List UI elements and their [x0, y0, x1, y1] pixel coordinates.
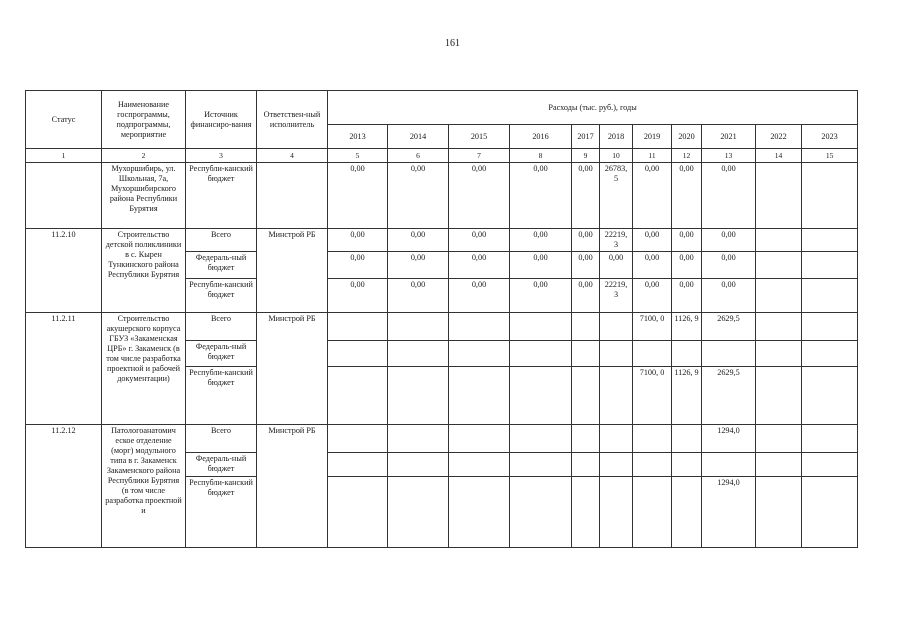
executor-cell: Минстрой РБ	[257, 425, 328, 548]
value-cell	[388, 425, 449, 453]
page-number: 161	[445, 38, 460, 49]
value-cell	[572, 477, 600, 548]
value-cell	[388, 313, 449, 341]
header-year: 2021	[702, 125, 756, 149]
value-cell	[328, 313, 388, 341]
column-number: 10	[600, 149, 633, 163]
value-cell	[756, 252, 802, 279]
header-year: 2023	[802, 125, 858, 149]
value-cell: 0,00	[672, 279, 702, 313]
value-cell: 1294,0	[702, 477, 756, 548]
value-cell	[510, 477, 572, 548]
value-cell: 7100, 0	[633, 313, 672, 341]
column-number: 2	[102, 149, 186, 163]
value-cell: 0,00	[510, 163, 572, 229]
value-cell: 0,00	[633, 252, 672, 279]
value-cell: 1294,0	[702, 425, 756, 453]
value-cell	[802, 229, 858, 252]
value-cell: 0,00	[572, 279, 600, 313]
value-cell	[756, 163, 802, 229]
column-number: 11	[633, 149, 672, 163]
value-cell: 0,00	[633, 163, 672, 229]
header-year: 2014	[388, 125, 449, 149]
value-cell	[633, 425, 672, 453]
value-cell	[449, 425, 510, 453]
value-cell: 0,00	[672, 252, 702, 279]
value-cell: 7100, 0	[633, 367, 672, 425]
header-source: Источник финансиро-вания	[186, 91, 257, 149]
value-cell	[600, 477, 633, 548]
value-cell	[510, 367, 572, 425]
value-cell	[702, 341, 756, 367]
value-cell: 0,00	[449, 229, 510, 252]
value-cell: 0,00	[702, 163, 756, 229]
value-cell	[600, 341, 633, 367]
value-cell: 0,00	[672, 163, 702, 229]
value-cell	[633, 453, 672, 477]
value-cell: 22219, 3	[600, 279, 633, 313]
value-cell: 0,00	[510, 279, 572, 313]
executor-cell: Минстрой РБ	[257, 313, 328, 425]
value-cell	[328, 425, 388, 453]
value-cell	[510, 425, 572, 453]
measure-name: Строительство акушерского корпуса ГБУЗ «Закаменская ЦРБ» г. Закаменск (в том числе разработка проектной и рабочей документации)	[102, 313, 186, 425]
value-cell	[449, 313, 510, 341]
status-cell	[26, 163, 102, 229]
measure-name: Мухоршибирь, ул. Школьная, 7а, Мухоршибирского района Республики Бурятия	[102, 163, 186, 229]
value-cell	[756, 341, 802, 367]
value-cell	[572, 453, 600, 477]
column-number: 12	[672, 149, 702, 163]
value-cell	[449, 341, 510, 367]
value-cell	[328, 367, 388, 425]
value-cell: 0,00	[633, 229, 672, 252]
value-cell: 1126, 9	[672, 313, 702, 341]
funding-source: Федераль-ный бюджет	[186, 453, 257, 477]
value-cell	[756, 313, 802, 341]
value-cell	[802, 425, 858, 453]
value-cell	[802, 367, 858, 425]
value-cell	[672, 341, 702, 367]
header-year: 2016	[510, 125, 572, 149]
table-row	[26, 425, 858, 453]
value-cell	[756, 367, 802, 425]
measure-code: 11.2.10	[26, 229, 102, 313]
value-cell	[328, 453, 388, 477]
value-cell	[756, 453, 802, 477]
value-cell: 0,00	[633, 279, 672, 313]
measure-code: 11.2.12	[26, 425, 102, 548]
value-cell	[756, 477, 802, 548]
value-cell	[802, 163, 858, 229]
value-cell	[388, 477, 449, 548]
header-executor: Ответствен-ный исполнитель	[257, 91, 328, 149]
value-cell	[572, 341, 600, 367]
value-cell	[802, 279, 858, 313]
value-cell: 0,00	[510, 252, 572, 279]
column-number: 13	[702, 149, 756, 163]
value-cell	[572, 425, 600, 453]
column-number: 7	[449, 149, 510, 163]
column-number: 9	[572, 149, 600, 163]
header-name: Наименование госпрограммы, подпрограммы, мероприятие	[102, 91, 186, 149]
value-cell: 0,00	[449, 163, 510, 229]
funding-source: Республи-канский бюджет	[186, 279, 257, 313]
value-cell: 0,00	[328, 229, 388, 252]
funding-source: Республи-канский бюджет	[186, 367, 257, 425]
value-cell	[600, 313, 633, 341]
value-cell	[328, 341, 388, 367]
value-cell	[510, 341, 572, 367]
value-cell	[802, 341, 858, 367]
table-row	[26, 313, 858, 341]
value-cell	[388, 367, 449, 425]
value-cell	[600, 453, 633, 477]
value-cell	[802, 477, 858, 548]
value-cell	[756, 229, 802, 252]
value-cell	[633, 477, 672, 548]
header-year: 2017	[572, 125, 600, 149]
executor-cell: Минстрой РБ	[257, 229, 328, 313]
column-number: 3	[186, 149, 257, 163]
value-cell	[449, 477, 510, 548]
column-number: 15	[802, 149, 858, 163]
value-cell: 0,00	[572, 252, 600, 279]
value-cell	[572, 367, 600, 425]
funding-source: Федераль-ный бюджет	[186, 252, 257, 279]
funding-source: Всего	[186, 425, 257, 453]
value-cell	[756, 425, 802, 453]
measure-code: 11.2.11	[26, 313, 102, 425]
value-cell	[510, 313, 572, 341]
value-cell: 22219, 3	[600, 229, 633, 252]
header-expenses: Расходы (тыс. руб.), годы	[328, 91, 858, 125]
value-cell: 0,00	[449, 252, 510, 279]
value-cell	[633, 341, 672, 367]
value-cell	[672, 477, 702, 548]
funding-source: Всего	[186, 229, 257, 252]
value-cell: 0,00	[672, 229, 702, 252]
column-number: 5	[328, 149, 388, 163]
header-year: 2018	[600, 125, 633, 149]
value-cell	[388, 453, 449, 477]
column-number: 1	[26, 149, 102, 163]
measure-name: Патологоанатомич еское отделение (морг) модульного типа в г. Закаменск Закаменского района Республики Бурятия (в том числе разработка проектной и	[102, 425, 186, 548]
value-cell: 2629,5	[702, 367, 756, 425]
value-cell	[802, 252, 858, 279]
value-cell: 0,00	[388, 252, 449, 279]
value-cell: 0,00	[328, 279, 388, 313]
value-cell	[756, 279, 802, 313]
value-cell	[510, 453, 572, 477]
value-cell: 1126, 9	[672, 367, 702, 425]
header-year: 2019	[633, 125, 672, 149]
value-cell: 0,00	[449, 279, 510, 313]
column-number: 6	[388, 149, 449, 163]
value-cell: 0,00	[702, 279, 756, 313]
header-year: 2013	[328, 125, 388, 149]
funding-source: Республи-канский бюджет	[186, 163, 257, 229]
value-cell: 0,00	[388, 279, 449, 313]
column-number: 4	[257, 149, 328, 163]
value-cell	[672, 425, 702, 453]
value-cell: 0,00	[510, 229, 572, 252]
value-cell	[449, 453, 510, 477]
value-cell: 0,00	[702, 252, 756, 279]
value-cell: 0,00	[388, 229, 449, 252]
value-cell: 2629,5	[702, 313, 756, 341]
table-row	[26, 229, 858, 252]
value-cell	[600, 425, 633, 453]
value-cell	[672, 453, 702, 477]
funding-source: Всего	[186, 313, 257, 341]
budget-table	[25, 90, 858, 548]
value-cell	[600, 367, 633, 425]
value-cell: 0,00	[572, 163, 600, 229]
funding-source: Федераль-ный бюджет	[186, 341, 257, 367]
value-cell: 0,00	[328, 163, 388, 229]
value-cell: 0,00	[572, 229, 600, 252]
funding-source: Республи-канский бюджет	[186, 477, 257, 548]
header-year: 2022	[756, 125, 802, 149]
column-number: 14	[756, 149, 802, 163]
value-cell	[572, 313, 600, 341]
header-status: Статус	[26, 91, 102, 149]
value-cell: 0,00	[600, 252, 633, 279]
executor-cell	[257, 163, 328, 229]
header-year: 2020	[672, 125, 702, 149]
value-cell: 26783, 5	[600, 163, 633, 229]
value-cell	[388, 341, 449, 367]
value-cell: 0,00	[702, 229, 756, 252]
header-year: 2015	[449, 125, 510, 149]
value-cell: 0,00	[388, 163, 449, 229]
value-cell	[802, 453, 858, 477]
value-cell	[702, 453, 756, 477]
measure-name: Строительство детской поликлиники в с. Кырен Тункинского района Республики Бурятия	[102, 229, 186, 313]
value-cell	[449, 367, 510, 425]
value-cell: 0,00	[328, 252, 388, 279]
column-number: 8	[510, 149, 572, 163]
value-cell	[802, 313, 858, 341]
value-cell	[328, 477, 388, 548]
